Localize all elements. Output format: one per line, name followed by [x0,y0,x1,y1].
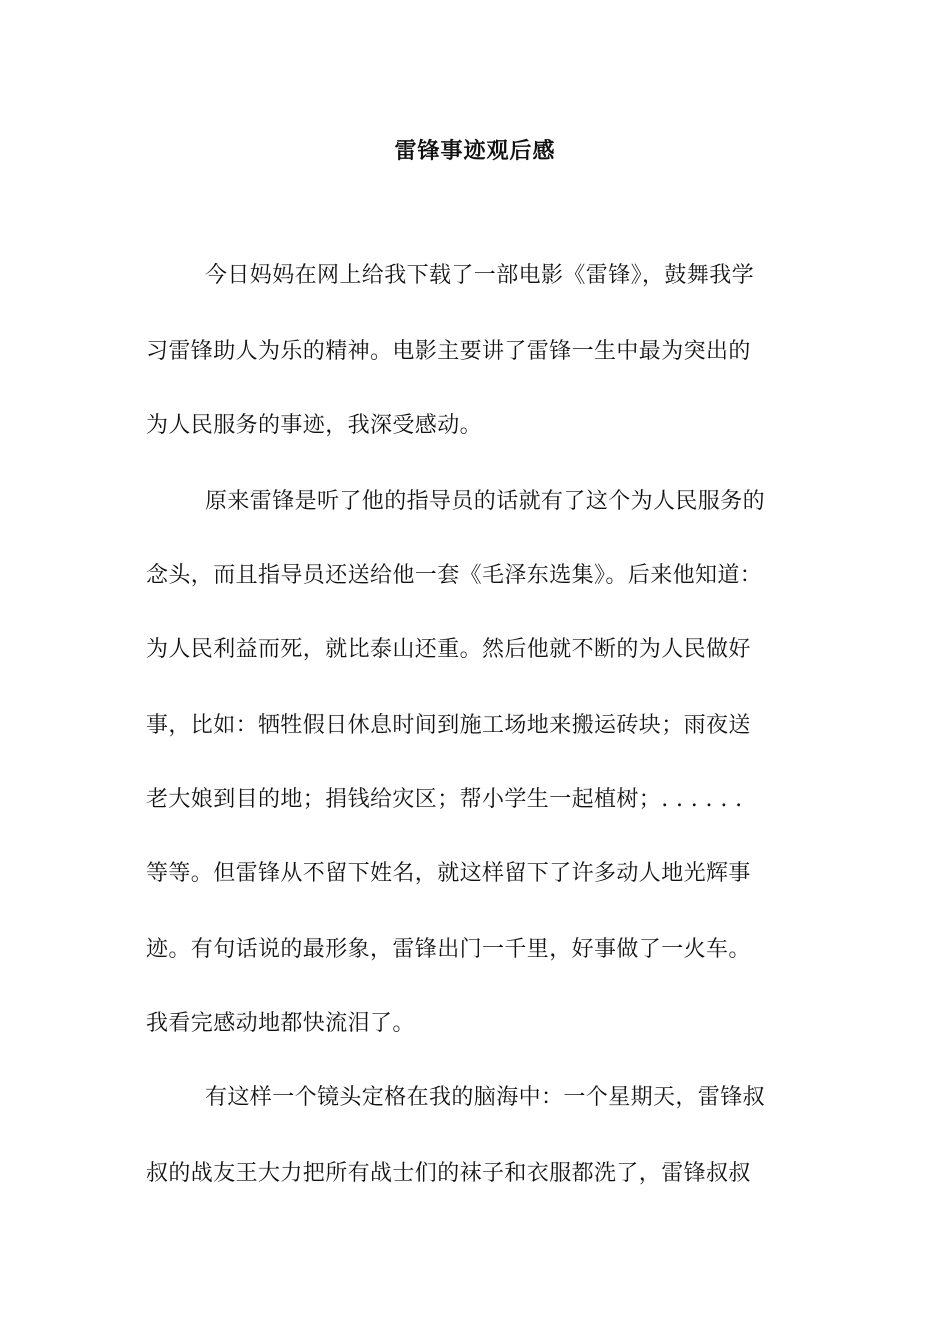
paragraph-1-line-1: 今日妈妈在网上给我下载了一部电影《雷锋》，鼓舞我学 [205,263,755,288]
paragraph-1-line-2: 习雷锋助人为乐的精神。电影主要讲了雷锋一生中最为突出的 [146,339,751,364]
paragraph-2-line-1: 原来雷锋是听了他的指导员的话就有了这个为人民服务的 [205,489,766,514]
paragraph-3-line-1: 有这样一个镜头定格在我的脑海中：一个星期天，雷锋叔 [205,1085,766,1110]
paragraph-2-line-4: 事，比如：牺牲假日休息时间到施工场地来搬运砖块；雨夜送 [146,713,751,738]
paragraph-2-line-5: 老大娘到目的地；捐钱给灾区；帮小学生一起植树；. . . . . . [146,787,743,812]
paragraph-2-line-8: 我看完感动地都快流泪了。 [146,1011,415,1036]
paragraph-2-line-2: 念头，而且指导员还送给他一套《毛泽东选集》。后来他知道： [146,563,763,588]
paragraph-1-line-3: 为人民服务的事迹，我深受感动。 [146,413,483,438]
paragraph-2-line-6: 等等。但雷锋从不留下姓名，就这样留下了许多动人地光辉事 [146,861,751,886]
paragraph-2-line-3: 为人民利益而死，就比泰山还重。然后他就不断的为人民做好 [146,637,751,662]
document-title: 雷锋事迹观后感 [394,138,556,164]
paragraph-2-line-7: 迹。有句话说的最形象，雷锋出门一千里，好事做了一火车。 [146,937,751,962]
paragraph-3-line-2: 叔的战友王大力把所有战士们的袜子和衣服都洗了，雷锋叔叔 [146,1161,751,1186]
